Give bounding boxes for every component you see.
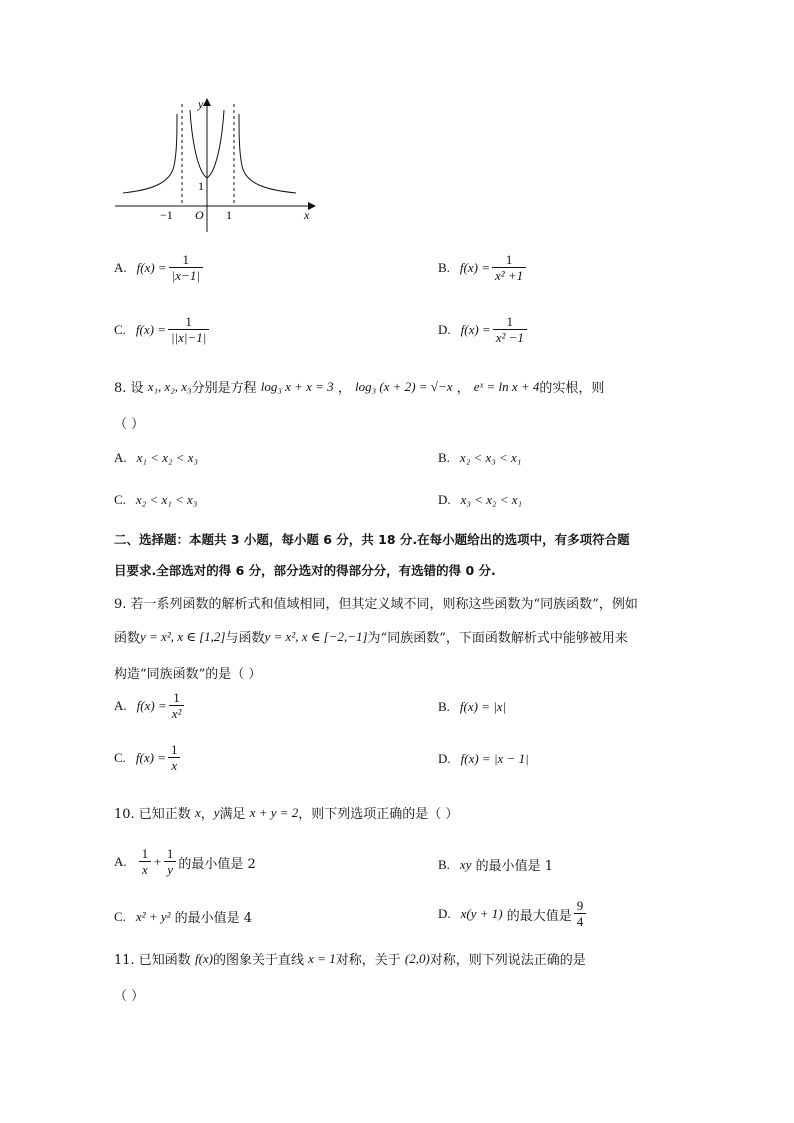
q8-option-c[interactable]: C. x₂ < x₁ < x₃ — [114, 492, 198, 507]
curve-right-branch — [239, 114, 296, 193]
q10-option-d[interactable]: D. x(y + 1) 的最大值是 $\frac{9}{4}$ — [438, 898, 588, 930]
q9-option-b[interactable]: B. f(x) = |x| — [438, 699, 507, 714]
q9-line1: 9. 若一系列函数的解析式和值域相同，但其定义域不同，则称这些函数为“同族函数”，例如 — [114, 597, 638, 612]
x-axis-label: x — [304, 208, 310, 222]
q7-option-c[interactable]: C. f(x) = $\frac{1}{||x|-1|}$ — [114, 314, 211, 346]
curve-left-branch — [123, 114, 177, 193]
q7-option-b[interactable]: B. f(x) = $\frac{1}{\text{x² +1}}$ — [438, 252, 528, 284]
neg-one-label: −1 — [160, 208, 173, 222]
section-2-header-line1: 二、选择题：本题共 3 小题，每小题 6 分，共 18 分.在每小题给出的选项中，有多项符合题 — [114, 532, 630, 547]
section-2-header-line2: 目要求.全部选对的得 6 分，部分选对的得部分分，有选错的得 0 分. — [114, 563, 496, 578]
q7-option-d[interactable]: D. f(x) = $\frac{1}{\text{x² −1}}$ — [438, 314, 529, 346]
x-one-label: 1 — [226, 208, 232, 222]
q11-stem: 11. 已知函数 f(x) 的图象关于直线 x = 1 对称，关于 (2,0) 对称，则下列说法正确的是 — [114, 950, 586, 968]
q10-stem: 10. 已知正数 x ， y 满足 x + y = 2 ，则下列选项正确的是（ ） — [114, 804, 459, 822]
q8-option-d[interactable]: D. x₃ < x₂ < x₁ — [438, 492, 523, 507]
q8-option-b[interactable]: B. x₂ < x₃ < x₁ — [438, 450, 522, 465]
q9-line3: 构造“同族函数”的是（ ） — [114, 667, 262, 682]
q8-option-a[interactable]: A. x₁ < x₂ < x₃ — [114, 450, 199, 465]
q9-option-a[interactable]: A. f(x) = $\frac{1}{\text{x²}}$ — [114, 690, 186, 722]
function-graph — [110, 92, 320, 232]
q11-paren: （ ） — [114, 989, 145, 1004]
q10-option-c[interactable]: C. x² + y² 的最小值是 4 — [114, 908, 253, 926]
q9-line2: 函数 y = x², x ∈ [1,2] 与函数 y = x², x ∈ [−2,−1] 为“同族函数”，下面函数解析式中能够被用来 — [114, 628, 628, 646]
origin-label: O — [195, 208, 204, 222]
q7-option-a[interactable]: A. f(x) = $\frac{1}{|x-1|}$ — [114, 252, 205, 284]
y-one-label: 1 — [198, 179, 204, 193]
y-axis-label: y — [198, 97, 204, 111]
q8-paren: （ ） — [114, 417, 145, 432]
q8-stem: 8. 设 x₁, x₂, x₃ 分别是方程 log₃ x + x = 3 ， log₃ (x + 2) = √−x ， eˣ = ln x + 4 的实根，则 — [114, 378, 605, 396]
q9-option-c[interactable]: C. f(x) = $\frac{1}{x}$ — [114, 742, 182, 774]
q9-option-d[interactable]: D. f(x) = |x − 1| — [438, 751, 529, 766]
y-axis-arrow — [203, 98, 211, 106]
q10-option-a[interactable]: A. $\frac{1}{x}$ + $\frac{1}{y}$ 的最小值是 2 — [114, 846, 256, 877]
q10-option-b[interactable]: B. xy 的最小值是 1 — [438, 856, 554, 874]
